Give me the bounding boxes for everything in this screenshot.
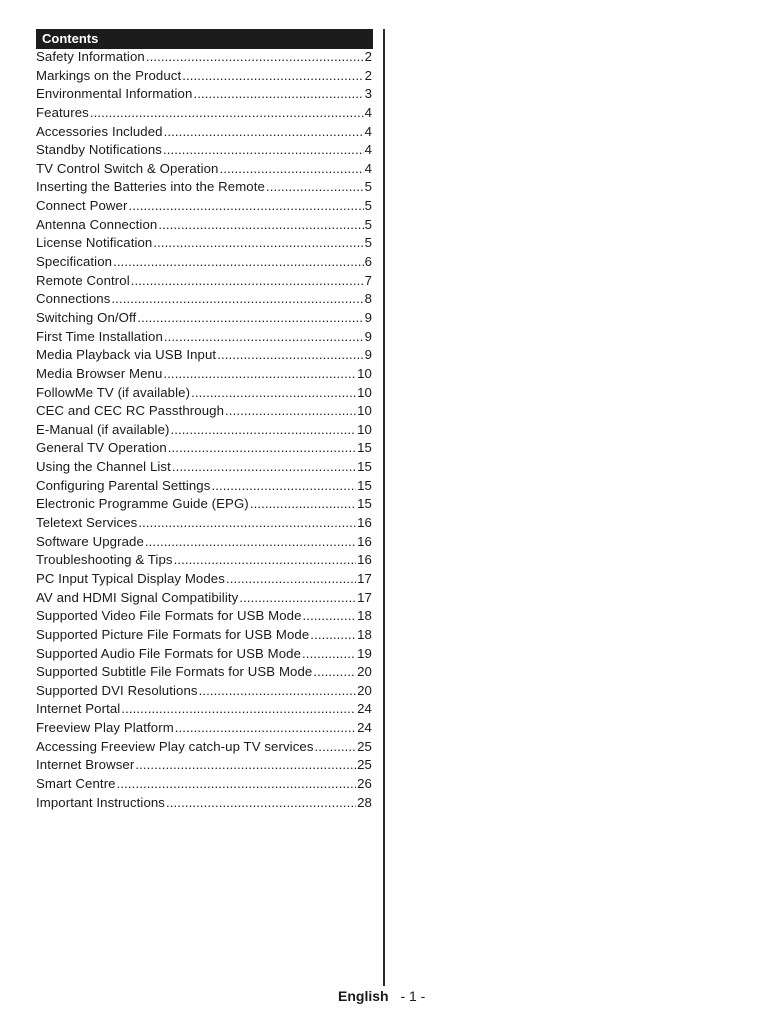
toc-entry-page: 20 — [357, 664, 372, 680]
toc-entry-title: Using the Channel List — [36, 459, 171, 475]
toc-dot-leader — [90, 104, 364, 123]
toc-entry-page: 4 — [364, 104, 372, 120]
toc-dot-leader — [219, 160, 363, 179]
toc-entry[interactable] — [36, 123, 372, 142]
toc-entry-title: Supported Video File Formats for USB Mode — [36, 608, 302, 624]
toc-entry-page: 4 — [364, 123, 372, 139]
column-divider — [383, 29, 385, 986]
toc-entry[interactable] — [36, 477, 372, 496]
toc-dot-leader — [121, 700, 356, 719]
toc-entry[interactable] — [36, 551, 372, 570]
toc-entry-title: Smart Centre — [36, 775, 116, 791]
toc-entry-page: 6 — [364, 254, 372, 270]
toc-entry-title: Markings on the Product — [36, 67, 182, 83]
toc-entry-page: 20 — [357, 682, 372, 698]
toc-dot-leader — [302, 645, 356, 664]
toc-dot-leader — [303, 607, 357, 626]
toc-dot-leader — [113, 253, 363, 272]
toc-entry-page: 10 — [357, 384, 372, 400]
toc-entry[interactable] — [36, 197, 372, 216]
toc-entry-page: 10 — [357, 421, 372, 437]
toc-entry-title: License Notification — [36, 235, 153, 251]
contents-heading: Contents — [36, 29, 373, 49]
toc-entry-title: Antenna Connection — [36, 216, 158, 232]
toc-entry-page: 26 — [357, 775, 372, 791]
toc-entry[interactable] — [36, 141, 372, 160]
toc-entry-page: 10 — [357, 403, 372, 419]
toc-dot-leader — [226, 570, 356, 589]
toc-entry-title: Internet Browser — [36, 757, 135, 773]
toc-entry-page: 25 — [357, 757, 372, 773]
toc-dot-leader — [174, 551, 357, 570]
toc-dot-leader — [164, 328, 364, 347]
toc-entry[interactable] — [36, 458, 372, 477]
toc-entry-page: 7 — [364, 272, 372, 288]
toc-entry-page: 9 — [364, 347, 372, 363]
toc-entry[interactable] — [36, 384, 372, 403]
toc-entry-page: 2 — [364, 67, 372, 83]
toc-entry-title: Features — [36, 104, 89, 120]
toc-entry-title: Media Browser Menu — [36, 365, 163, 381]
toc-entry[interactable] — [36, 607, 372, 626]
toc-entry-title: Supported Subtitle File Formats for USB Mode — [36, 664, 313, 680]
toc-entry-title: Accessing Freeview Play catch-up TV services — [36, 738, 314, 754]
toc-entry-title: First Time Installation — [36, 328, 163, 344]
toc-entry[interactable] — [36, 719, 372, 738]
toc-dot-leader — [128, 197, 363, 216]
toc-dot-leader — [225, 402, 356, 421]
toc-entry[interactable] — [36, 570, 372, 589]
toc-entry-page: 16 — [357, 552, 372, 568]
toc-entry-page: 4 — [364, 160, 372, 176]
toc-entry-page: 16 — [357, 533, 372, 549]
toc-dot-leader — [166, 794, 356, 813]
toc-dot-leader — [135, 756, 356, 775]
toc-entry-title: AV and HDMI Signal Compatibility — [36, 589, 239, 605]
toc-entry[interactable] — [36, 626, 372, 645]
toc-dot-leader — [171, 421, 357, 440]
toc-entry-title: E-Manual (if available) — [36, 421, 170, 437]
toc-dot-leader — [158, 216, 363, 235]
toc-entry[interactable] — [36, 402, 372, 421]
toc-dot-leader — [138, 514, 356, 533]
toc-entry[interactable] — [36, 589, 372, 608]
toc-entry-title: CEC and CEC RC Passthrough — [36, 403, 225, 419]
toc-entry-title: Electronic Programme Guide (EPG) — [36, 496, 249, 512]
toc-entry[interactable] — [36, 794, 372, 813]
toc-entry-title: TV Control Switch & Operation — [36, 160, 219, 176]
toc-entry-title: Supported Audio File Formats for USB Mode — [36, 645, 302, 661]
toc-entry-title: Supported DVI Resolutions — [36, 682, 198, 698]
toc-dot-leader — [163, 141, 364, 160]
toc-entry[interactable] — [36, 421, 372, 440]
toc-entry[interactable] — [36, 365, 372, 384]
toc-entry-title: Teletext Services — [36, 515, 138, 531]
toc-entry-page: 2 — [364, 49, 372, 64]
toc-dot-leader — [163, 365, 356, 384]
toc-entry-title: Inserting the Batteries into the Remote — [36, 179, 265, 195]
toc-entry-page: 15 — [357, 440, 372, 456]
footer-language: English — [338, 988, 389, 1004]
toc-entry-page: 17 — [357, 570, 372, 586]
toc-entry[interactable] — [36, 514, 372, 533]
toc-entry-page: 28 — [357, 794, 372, 810]
toc-entry-title: Internet Portal — [36, 701, 121, 717]
toc-dot-leader — [239, 589, 356, 608]
toc-entry-title: Freeview Play Platform — [36, 720, 174, 736]
toc-dot-leader — [182, 67, 363, 86]
toc-entry[interactable] — [36, 234, 372, 253]
toc-entry-title: PC Input Typical Display Modes — [36, 570, 225, 586]
toc-dot-leader — [164, 123, 364, 142]
toc-dot-leader — [137, 309, 363, 328]
toc-entry-title: Software Upgrade — [36, 533, 144, 549]
toc-entry-title: Accessories Included — [36, 123, 163, 139]
toc-entry[interactable] — [36, 700, 372, 719]
toc-dot-leader — [117, 775, 357, 794]
toc-entry-title: FollowMe TV (if available) — [36, 384, 191, 400]
toc-entry-title: Environmental Information — [36, 86, 193, 102]
toc-entry-page: 18 — [357, 626, 372, 642]
toc-entry-page: 8 — [364, 291, 372, 307]
toc-dot-leader — [250, 495, 356, 514]
toc-entry-title: General TV Operation — [36, 440, 167, 456]
toc-entry-page: 25 — [357, 738, 372, 754]
toc-entry[interactable] — [36, 346, 372, 365]
toc-entry-page: 18 — [357, 608, 372, 624]
toc-entry-title: Important Instructions — [36, 794, 166, 810]
toc-entry[interactable] — [36, 272, 372, 291]
toc-dot-leader — [131, 272, 364, 291]
toc-entry[interactable] — [36, 775, 372, 794]
toc-entry[interactable] — [36, 495, 372, 514]
toc-entry-title: Switching On/Off — [36, 309, 137, 325]
toc-entry[interactable] — [36, 328, 372, 347]
toc-entry[interactable] — [36, 48, 372, 67]
toc-dot-leader — [111, 290, 363, 309]
toc-entry[interactable] — [36, 439, 372, 458]
toc-dot-leader — [266, 178, 364, 197]
toc-entry-page: 9 — [364, 309, 372, 325]
toc-entry[interactable] — [36, 533, 372, 552]
toc-entry-page: 15 — [357, 459, 372, 475]
toc-entry-title: Specification — [36, 254, 113, 270]
toc-entry-page: 17 — [357, 589, 372, 605]
toc-dot-leader — [217, 346, 363, 365]
toc-entry[interactable] — [36, 253, 372, 272]
toc-dot-leader — [146, 48, 364, 67]
toc-entry[interactable] — [36, 178, 372, 197]
toc-entry-page: 5 — [364, 179, 372, 195]
toc-entry-title: Configuring Parental Settings — [36, 477, 211, 493]
toc-entry[interactable] — [36, 645, 372, 664]
toc-entry-title: Safety Information — [36, 49, 145, 64]
toc-dot-leader — [193, 85, 363, 104]
toc-dot-leader — [211, 477, 356, 496]
footer-page-number: - 1 - — [400, 988, 426, 1004]
toc-dot-leader — [315, 738, 357, 757]
toc-dot-leader — [153, 234, 363, 253]
toc-entry[interactable] — [36, 104, 372, 123]
toc-dot-leader — [199, 682, 357, 701]
toc-entry-title: Standby Notifications — [36, 142, 162, 158]
toc-entry[interactable] — [36, 682, 372, 701]
toc-entry-title: Supported Picture File Formats for USB Mode — [36, 626, 310, 642]
toc-entry-page: 24 — [357, 701, 372, 717]
toc-entry-page: 5 — [364, 235, 372, 251]
toc-entry-page: 3 — [364, 86, 372, 102]
toc-dot-leader — [168, 439, 356, 458]
toc-entry-title: Troubleshooting & Tips — [36, 552, 173, 568]
toc-entry-page: 5 — [364, 198, 372, 214]
toc-dot-leader — [313, 663, 356, 682]
toc-entry[interactable] — [36, 85, 372, 104]
toc-entry-page: 24 — [357, 720, 372, 736]
toc-entry-title: Connections — [36, 291, 111, 307]
toc-entry-page: 4 — [364, 142, 372, 158]
toc-entry-title: Remote Control — [36, 272, 130, 288]
toc-entry[interactable] — [36, 216, 372, 235]
toc-entry-title: Connect Power — [36, 198, 128, 214]
toc-dot-leader — [310, 626, 356, 645]
toc-dot-leader — [175, 719, 356, 738]
table-of-contents — [36, 48, 372, 812]
toc-entry-page: 5 — [364, 216, 372, 232]
toc-dot-leader — [191, 384, 356, 403]
page-footer — [338, 986, 425, 1006]
toc-entry[interactable] — [36, 738, 372, 757]
toc-entry-title: Media Playback via USB Input — [36, 347, 217, 363]
toc-entry[interactable] — [36, 67, 372, 86]
toc-entry-page: 15 — [357, 477, 372, 493]
toc-entry[interactable] — [36, 309, 372, 328]
toc-entry-page: 9 — [364, 328, 372, 344]
toc-entry-page: 10 — [357, 365, 372, 381]
toc-dot-leader — [145, 533, 356, 552]
toc-dot-leader — [172, 458, 356, 477]
toc-entry-page: 15 — [357, 496, 372, 512]
toc-entry-page: 19 — [357, 645, 372, 661]
toc-entry-page: 16 — [357, 515, 372, 531]
toc-entry[interactable] — [36, 756, 372, 775]
toc-entry[interactable] — [36, 290, 372, 309]
toc-entry[interactable] — [36, 160, 372, 179]
toc-entry[interactable] — [36, 663, 372, 682]
